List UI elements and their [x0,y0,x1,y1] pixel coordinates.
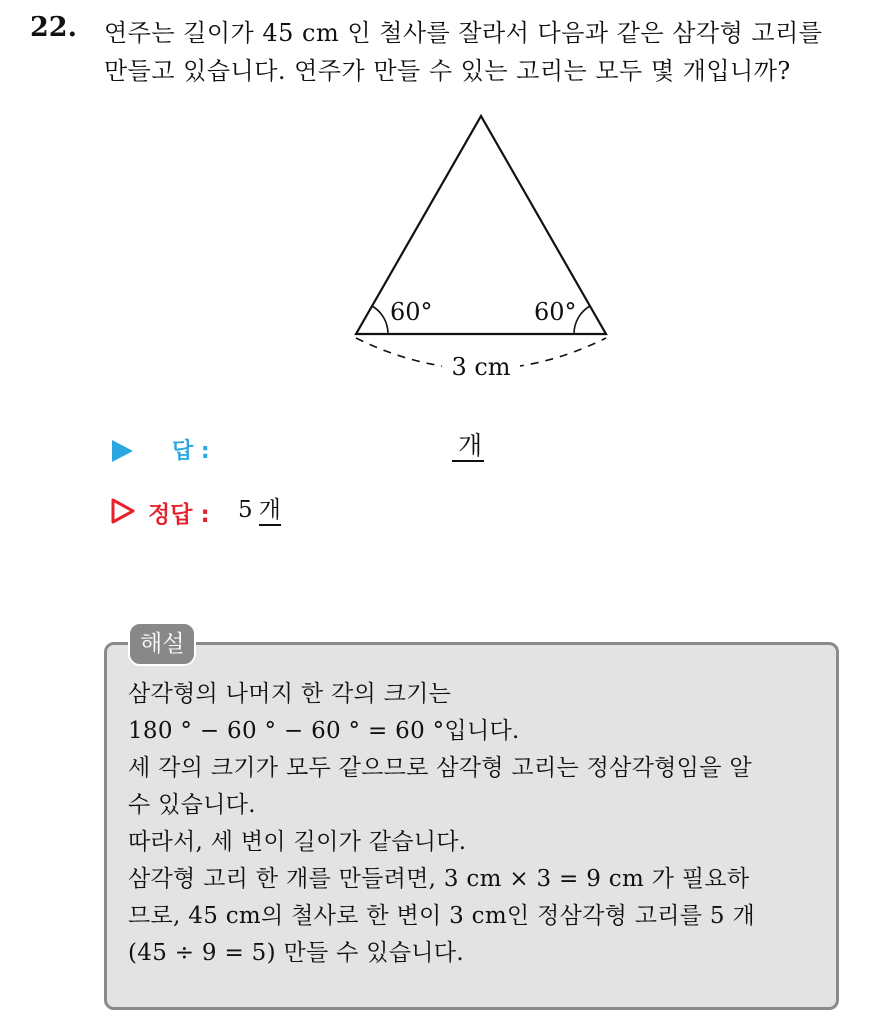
solution-line: 세 각의 크기가 모두 같으므로 삼각형 고리는 정삼각형임을 알 [128,755,752,781]
correct-answer-value [238,496,281,526]
left-angle-label: 60° [390,298,433,326]
play-triangle-icon [112,440,133,462]
solution-line: 180 ° − 60 ° − 60 ° = 60 °입니다. [128,718,520,744]
solution-text [128,676,828,972]
correct-answer-label: 정답 : [148,502,210,528]
question-line: 연주는 길이가 45 cm 인 철사를 잘라서 다음과 같은 삼각형 고리를 [104,19,823,47]
base-length-label: 3 cm [451,353,511,381]
correct-answer-unit: 개 [259,496,281,526]
solution-line: (45 ÷ 9 = 5) 만들 수 있습니다. [128,940,464,966]
solution-badge: 해설 [128,622,196,666]
answer-row [108,430,608,470]
correct-answer-row [108,494,608,534]
solution-line: 므로, 45 cm의 철사로 한 변이 3 cm인 정삼각형 고리를 5 개 [128,903,755,929]
solution-line: 삼각형의 나머지 한 각의 크기는 [128,681,452,707]
answer-label: 답 : [172,439,210,464]
right-angle-label: 60° [534,298,577,326]
left-angle-arc [372,306,388,334]
correct-answer-number: 5 [238,497,253,523]
answer-unit: 개 [452,432,484,462]
question-line: 만들고 있습니다. 연주가 만들 수 있는 고리는 모두 몇 개입니까? [104,57,791,85]
solution-line: 수 있습니다. [128,792,256,818]
solution-line: 따라서, 세 변이 길이가 같습니다. [128,829,467,855]
solution-line: 삼각형 고리 한 개를 만들려면, 3 cm × 3 = 9 cm 가 필요하 [128,866,750,892]
question-text [104,14,874,90]
question-number: 22. [30,12,77,43]
triangle-figure [340,110,640,390]
outline-triangle-icon [110,498,136,524]
